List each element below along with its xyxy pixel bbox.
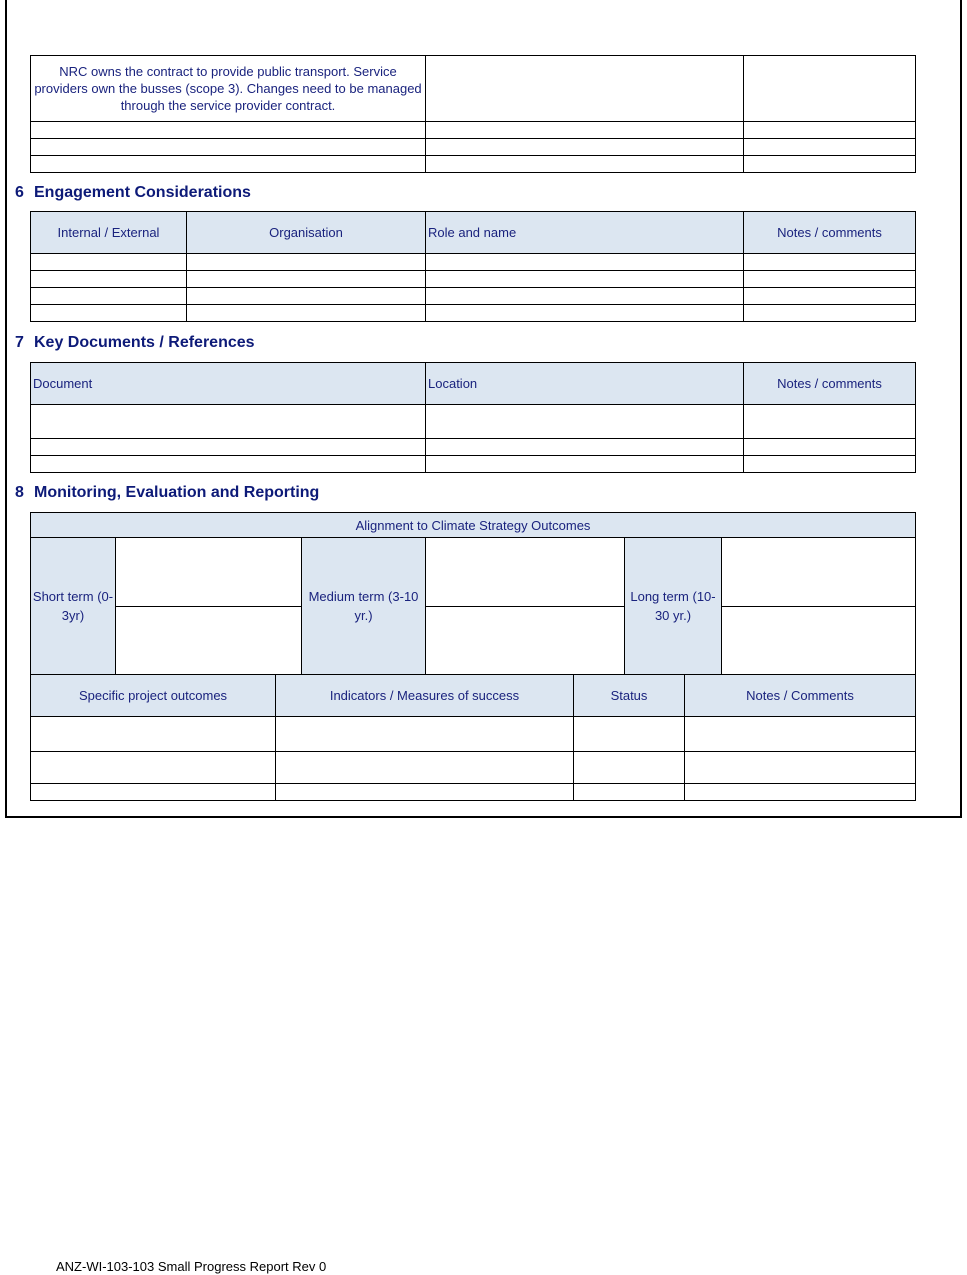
- long-term-cell[interactable]: [722, 607, 916, 675]
- table-cell[interactable]: [685, 784, 916, 801]
- column-header: Internal / External: [31, 212, 187, 254]
- medium-term-cell[interactable]: [426, 538, 625, 607]
- table-cell[interactable]: [426, 456, 744, 473]
- column-header: Notes / Comments: [685, 675, 916, 717]
- page-footer: ANZ-WI-103-103 Small Progress Report Rev 0: [56, 1259, 327, 1274]
- table-cell[interactable]: [426, 56, 744, 122]
- table-cell[interactable]: [187, 254, 426, 271]
- column-header: Notes / comments: [744, 363, 916, 405]
- table-cell[interactable]: [574, 784, 685, 801]
- medium-term-label: Medium term (3-10 yr.): [302, 538, 426, 675]
- section-engagement-heading: [15, 184, 251, 202]
- table-cell[interactable]: [187, 305, 426, 322]
- section-title: Key Documents / References: [34, 334, 255, 351]
- column-header: Indicators / Measures of success: [276, 675, 574, 717]
- table-cell[interactable]: [276, 717, 574, 752]
- section-monitoring-heading: [15, 484, 319, 502]
- section-number: 8: [15, 484, 24, 501]
- section-documents-heading: [15, 334, 255, 352]
- section-title: Monitoring, Evaluation and Reporting: [34, 484, 320, 501]
- section-number: 6: [15, 184, 24, 201]
- table-cell[interactable]: [744, 254, 916, 271]
- short-term-cell[interactable]: [116, 538, 302, 607]
- table-cell[interactable]: [276, 784, 574, 801]
- table-cell[interactable]: [744, 122, 916, 139]
- table-cell[interactable]: [426, 139, 744, 156]
- table-cell[interactable]: [31, 139, 426, 156]
- scope-table: [30, 55, 916, 173]
- column-header: Notes / comments: [744, 212, 916, 254]
- table-cell[interactable]: [426, 439, 744, 456]
- column-header: Organisation: [187, 212, 426, 254]
- table-cell[interactable]: [744, 156, 916, 173]
- table-cell[interactable]: [685, 717, 916, 752]
- short-term-label: Short term (0-3yr): [31, 538, 116, 675]
- table-cell[interactable]: [426, 271, 744, 288]
- medium-term-cell[interactable]: [426, 607, 625, 675]
- alignment-header: Alignment to Climate Strategy Outcomes: [31, 513, 916, 538]
- short-term-cell[interactable]: [116, 607, 302, 675]
- table-cell[interactable]: [31, 456, 426, 473]
- table-cell[interactable]: [31, 271, 187, 288]
- table-cell[interactable]: [31, 122, 426, 139]
- column-header: Role and name: [426, 212, 744, 254]
- table-cell[interactable]: [426, 288, 744, 305]
- table-cell[interactable]: [31, 752, 276, 784]
- table-cell[interactable]: [744, 405, 916, 439]
- table-cell[interactable]: [31, 439, 426, 456]
- table-cell[interactable]: [31, 288, 187, 305]
- table-cell[interactable]: [744, 456, 916, 473]
- table-cell[interactable]: [31, 254, 187, 271]
- long-term-label: Long term (10-30 yr.): [625, 538, 722, 675]
- table-cell[interactable]: [574, 752, 685, 784]
- table-cell[interactable]: [276, 752, 574, 784]
- column-header: Status: [574, 675, 685, 717]
- outcomes-table: [30, 674, 916, 801]
- column-header: Document: [31, 363, 426, 405]
- column-header: Location: [426, 363, 744, 405]
- column-header: Specific project outcomes: [31, 675, 276, 717]
- table-cell[interactable]: [31, 405, 426, 439]
- table-cell[interactable]: [744, 305, 916, 322]
- long-term-cell[interactable]: [722, 538, 916, 607]
- documents-table: [30, 362, 916, 473]
- engagement-table: [30, 211, 916, 322]
- table-cell[interactable]: [574, 717, 685, 752]
- table-cell[interactable]: [744, 271, 916, 288]
- table-cell[interactable]: [31, 156, 426, 173]
- section-title: Engagement Considerations: [34, 184, 251, 201]
- table-cell[interactable]: [426, 405, 744, 439]
- table-cell[interactable]: [31, 717, 276, 752]
- table-cell[interactable]: [744, 288, 916, 305]
- table-cell[interactable]: [744, 56, 916, 122]
- table-cell[interactable]: [426, 254, 744, 271]
- scope-note-cell[interactable]: NRC owns the contract to provide public transport. Service providers own the busses (scope 3). Changes need to be managed through the service provider contract.: [31, 56, 426, 122]
- table-cell[interactable]: [31, 784, 276, 801]
- table-cell[interactable]: [426, 156, 744, 173]
- table-cell[interactable]: [426, 122, 744, 139]
- table-cell[interactable]: [744, 139, 916, 156]
- table-cell[interactable]: [187, 271, 426, 288]
- table-cell[interactable]: [31, 305, 187, 322]
- table-cell[interactable]: [426, 305, 744, 322]
- table-cell[interactable]: [744, 439, 916, 456]
- alignment-table: [30, 512, 916, 675]
- table-cell[interactable]: [187, 288, 426, 305]
- section-number: 7: [15, 334, 24, 351]
- table-cell[interactable]: [685, 752, 916, 784]
